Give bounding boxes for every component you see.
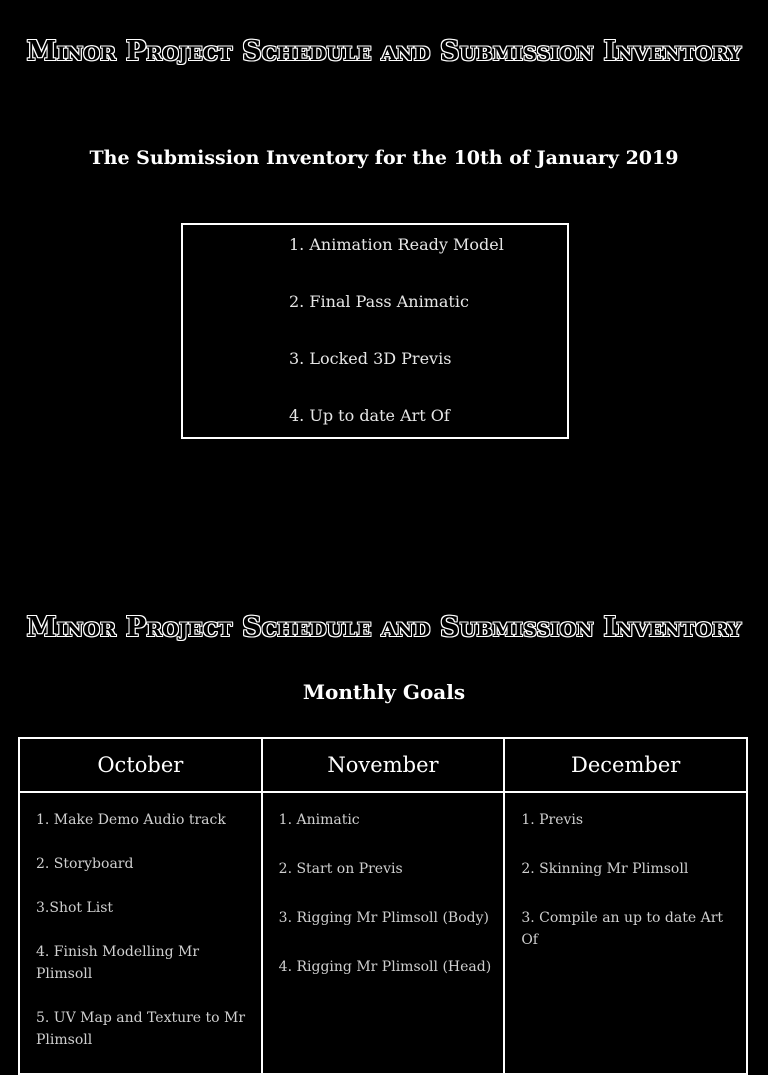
monthly-goals-subtitle: Monthly Goals: [302, 680, 466, 704]
month-header-november: November: [262, 738, 505, 792]
page-title: Minor Project Schedule and Submission Inventory: [26, 612, 742, 643]
list-item: 2. Skinning Mr Plimsoll: [521, 861, 689, 877]
list-item: 2. Storyboard: [36, 856, 134, 872]
inventory-box: [181, 223, 569, 439]
inventory-item: 3. Locked 3D Previs: [289, 349, 452, 368]
inventory-subtitle: The Submission Inventory for the 10th of January 2019: [89, 147, 679, 169]
month-header-december: December: [504, 738, 747, 792]
october-goals-cell: [19, 792, 262, 1074]
list-item: 4. Rigging Mr Plimsoll (Head): [278, 959, 492, 975]
list-item: 1. Animatic: [278, 812, 360, 828]
list-item: 3.Shot List: [36, 900, 114, 916]
november-goals-cell: [262, 792, 505, 1074]
goal-list: [521, 809, 734, 951]
inventory-item: 2. Final Pass Animatic: [289, 292, 469, 311]
monthly-goals-table: [18, 737, 748, 1075]
list-item: 1. Make Demo Audio track: [36, 812, 226, 828]
list-item: 5. UV Map and Texture to Mr Plimsoll: [36, 1010, 246, 1048]
list-item: 3. Compile an up to date Art Of: [521, 910, 724, 948]
inventory-item: 4. Up to date Art Of: [289, 406, 450, 425]
page-title: Minor Project Schedule and Submission Inventory: [26, 36, 742, 67]
list-item: 3. Rigging Mr Plimsoll (Body): [278, 910, 489, 926]
table-row: [19, 792, 747, 1074]
list-item: 2. Start on Previs: [278, 861, 403, 877]
inventory-item: 1. Animation Ready Model: [289, 235, 504, 254]
december-goals-cell: [504, 792, 747, 1074]
table-header-row: [19, 738, 747, 792]
slide-monthly-goals: [0, 576, 768, 1048]
month-header-october: October: [19, 738, 262, 792]
list-item: 4. Finish Modelling Mr Plimsoll: [36, 944, 200, 982]
goal-list: [36, 809, 249, 1051]
goal-list: [279, 809, 492, 978]
list-item: 1. Previs: [521, 812, 584, 828]
